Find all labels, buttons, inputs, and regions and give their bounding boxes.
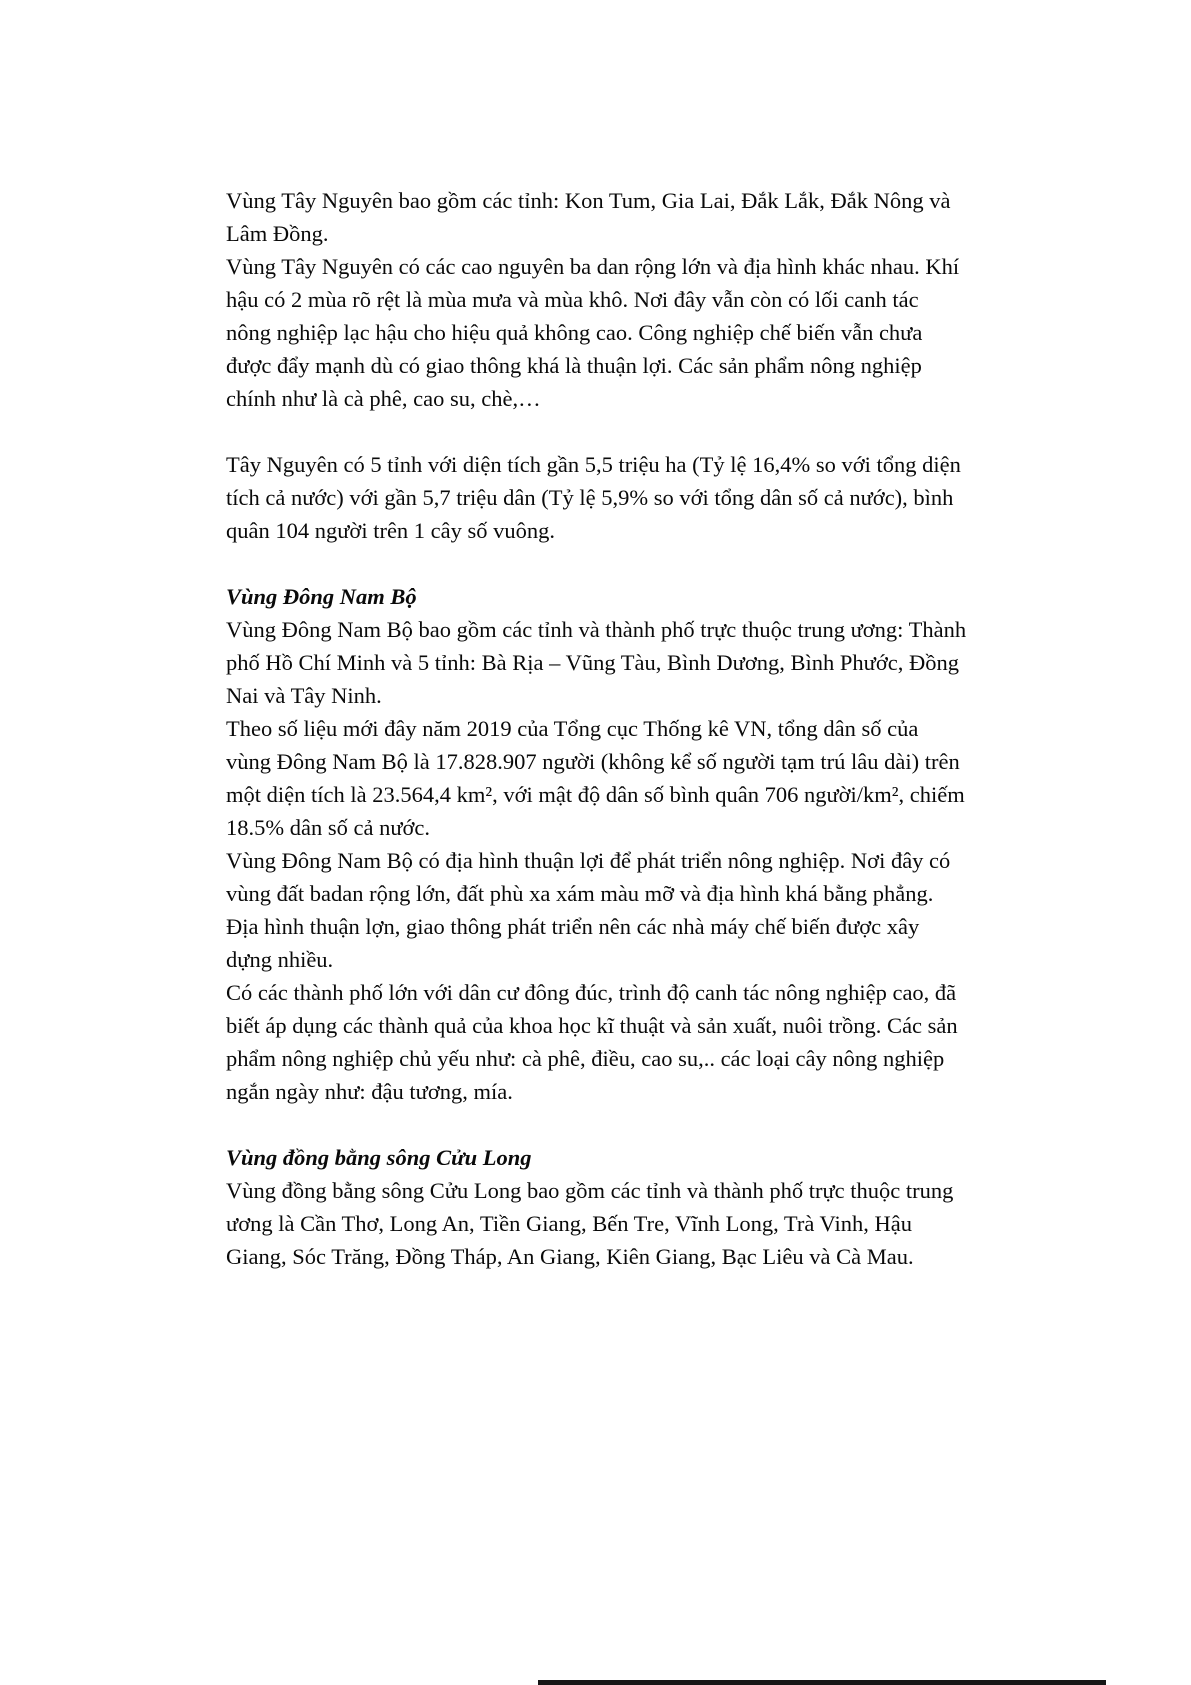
- paragraph: Theo số liệu mới đây năm 2019 của Tổng cục Thống kê VN, tổng dân số của vùng Đông Nam Bộ là 17.828.907 người (không kể số người tạm trú lâu dài) trên một diện tích là 23.564,4 km², với mật độ dân số bình quân 706 người/km², chiếm 18.5% dân số cả nước.: [226, 716, 965, 840]
- document-body: [226, 184, 968, 1273]
- blank-line: [226, 547, 968, 580]
- partial-taskbar-edge: [538, 1680, 1106, 1685]
- blank-line: [226, 1108, 968, 1141]
- paragraph: Vùng Tây Nguyên có các cao nguyên ba dan rộng lớn và địa hình khác nhau. Khí hậu có 2 mùa rõ rệt là mùa mưa và mùa khô. Nơi đây vẫn còn có lối canh tác nông nghiệp lạc hậu cho hiệu quả không cao. Công nghiệp chế biến vẫn chưa được đẩy mạnh dù có giao thông khá là thuận lợi. Các sản phẩm nông nghiệp chính như là cà phê, cao su, chè,…: [226, 254, 960, 411]
- paragraph: Có các thành phố lớn với dân cư đông đúc, trình độ canh tác nông nghiệp cao, đã biết áp dụng các thành quả của khoa học kĩ thuật và sản xuất, nuôi trồng. Các sản phẩm nông nghiệp chủ yếu như: cà phê, điều, cao su,.. các loại cây nông nghiệp ngắn ngày như: đậu tương, mía.: [226, 980, 958, 1104]
- blank-line: [226, 415, 968, 448]
- paragraph: Vùng Đông Nam Bộ bao gồm các tỉnh và thành phố trực thuộc trung ương: Thành phố Hồ Chí Minh và 5 tỉnh: Bà Rịa – Vũng Tàu, Bình Dương, Bình Phước, Đồng Nai và Tây Ninh.: [226, 617, 967, 708]
- paragraph: Vùng Đông Nam Bộ có địa hình thuận lợi để phát triển nông nghiệp. Nơi đây có vùng đất badan rộng lớn, đất phù xa xám màu mỡ và địa hình khá bằng phẳng. Địa hình thuận lợn, giao thông phát triển nên các nhà máy chế biến được xây dựng nhiều.: [226, 848, 951, 972]
- paragraph: Vùng Tây Nguyên bao gồm các tỉnh: Kon Tum, Gia Lai, Đắk Lắk, Đắk Nông và Lâm Đồng.: [226, 188, 951, 246]
- paragraph: Vùng đồng bằng sông Cửu Long bao gồm các tỉnh và thành phố trực thuộc trung ương là Cần Thơ, Long An, Tiền Giang, Bến Tre, Vĩnh Long, Trà Vinh, Hậu Giang, Sóc Trăng, Đồng Tháp, An Giang, Kiên Giang, Bạc Liêu và Cà Mau.: [226, 1178, 954, 1269]
- section-heading: Vùng đồng bằng sông Cửu Long: [226, 1145, 532, 1170]
- section-heading: Vùng Đông Nam Bộ: [226, 584, 417, 609]
- paragraph: Tây Nguyên có 5 tỉnh với diện tích gần 5,5 triệu ha (Tỷ lệ 16,4% so với tổng diện tích cả nước) với gần 5,7 triệu dân (Tỷ lệ 5,9% so với tổng dân số cả nước), bình quân 104 người trên 1 cây số vuông.: [226, 452, 961, 543]
